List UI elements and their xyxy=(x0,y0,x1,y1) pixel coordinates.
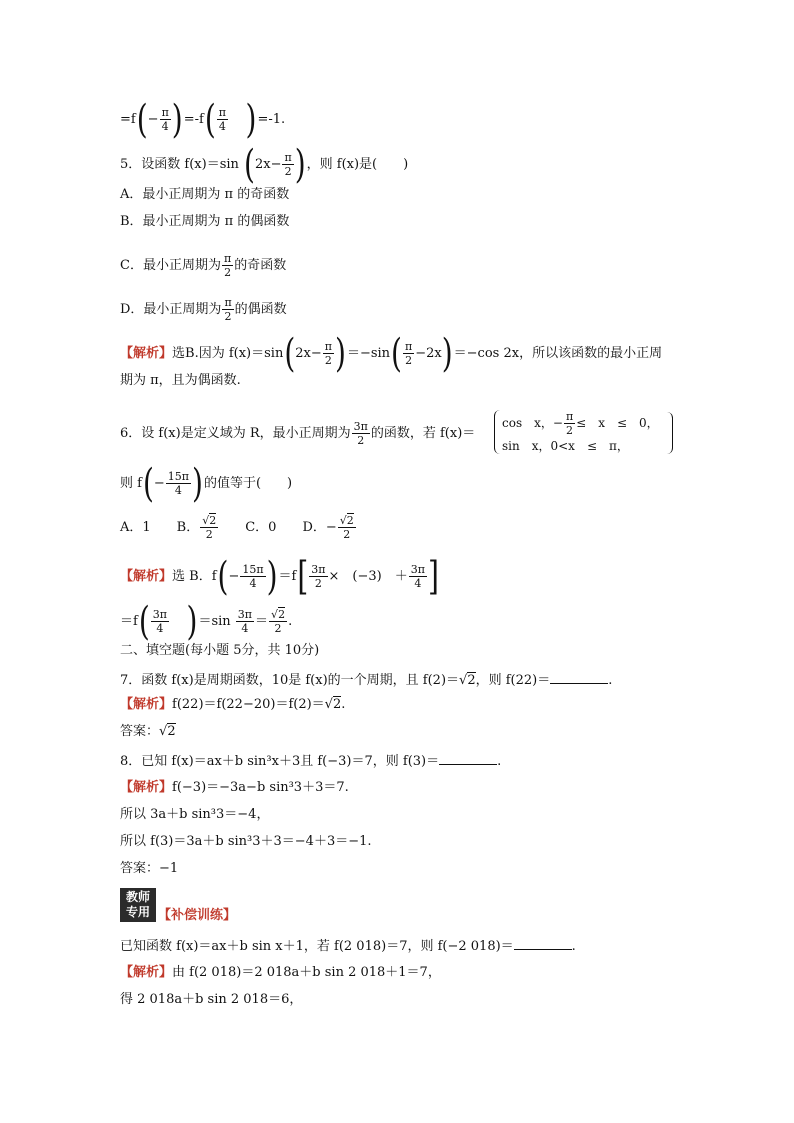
analysis-6-line-2: ＝f( $\frac{3\pi}{4}$ )＝sin $\frac{3\pi}{4}$ ＝ $\frac{√2}{2}$ . xyxy=(120,597,293,644)
supplementary-title: 【补偿训练】 xyxy=(158,908,237,923)
answer-blank[interactable] xyxy=(514,937,572,950)
fraction: $\frac{\pi}{4}$ xyxy=(161,106,169,133)
question-6-options: A．1 B． $\frac{√2}{2}$ C．0 D．− $\frac{√2}{2}$ xyxy=(120,514,354,541)
analysis-7: 【解析】f(22)＝f(22−20)＝f(2)＝√2. xyxy=(120,697,346,712)
option-b: B．最小正周期为 π 的偶函数 xyxy=(120,214,290,229)
option-d: D．最小正周期为 $\frac{\pi}{2}$ 的偶函数 xyxy=(120,296,287,323)
supplementary-analysis-line-2: 得 2 018a＋b sin 2 018＝6， xyxy=(120,992,303,1007)
option-a: A．最小正周期为 π 的奇函数 xyxy=(120,187,290,202)
answer-blank[interactable] xyxy=(550,671,608,684)
question-6-stem: 6．设 f(x)是定义域为 R，最小正周期为 $\frac{3\pi}{2}$ 的函数，若 f(x)＝ xyxy=(120,420,476,447)
answer-8: 答案：−1 xyxy=(120,861,179,876)
piecewise-case-1: cos x，− $\frac{\pi}{2}$ ≤ x ≤ 0， xyxy=(502,410,659,437)
analysis-8: 【解析】f(−3)＝−3a−b sin³3＋3＝7. xyxy=(120,780,349,795)
analysis-5: 【解析】选B.因为 f(x)＝sin(2x− $\frac{\pi}{2}$ )＝−sin( $\frac{\pi}{2}$ −2x)＝−cos 2x，所以该函数的最小正周 xyxy=(120,329,663,376)
fraction: $\frac{\pi}{2}$ xyxy=(284,151,292,178)
piecewise-case-2: sin x，0<x ≤ π， xyxy=(502,439,629,453)
analysis-8-line-3: 所以 f(3)＝3a＋b sin³3＋3＝−4＋3＝−1. xyxy=(120,834,372,849)
question-7: 7．函数 f(x)是周期函数，10是 f(x)的一个周期，且 f(2)＝√2，则 f(22)＝ . xyxy=(120,673,613,688)
piecewise-close xyxy=(666,412,673,454)
analysis-6: 【解析】选 B．f(− $\frac{15\pi}{4}$ )＝f[ $\frac{3\pi}{2}$ × (−3) ＋ $\frac{3\pi}{4}$ ] xyxy=(120,552,439,599)
continued-equation: =f(− $\frac{\pi}{4}$ )=-f( $\frac{\pi}{4}$ )=-1. xyxy=(120,95,286,142)
question-5-stem: 5．设函数 f(x)＝sin (2x− $\frac{\pi}{2}$ )，则 f(x)是( ) xyxy=(120,140,409,187)
analysis-tag: 【解析】 xyxy=(120,346,173,361)
answer-7: 答案：√2 xyxy=(120,724,176,739)
fraction: $\frac{\pi}{4}$ xyxy=(218,106,227,133)
supplementary-question: 已知函数 f(x)＝ax＋b sin x＋1，若 f(2 018)＝7，则 f(−2 018)＝ . xyxy=(120,939,576,954)
section-heading: 二、填空题(每小题 5分，共 10分) xyxy=(120,643,320,658)
question-6-line-2: 则 f(− $\frac{15\pi}{4}$ )的值等于( ) xyxy=(120,459,293,506)
option-c: C．最小正周期为 $\frac{\pi}{2}$ 的奇函数 xyxy=(120,252,287,279)
question-8: 8．已知 f(x)＝ax＋b sin³x＋3且 f(−3)＝7，则 f(3)＝ . xyxy=(120,754,502,769)
piecewise-brace xyxy=(494,410,501,454)
supplementary-analysis: 【解析】由 f(2 018)＝2 018a＋b sin 2 018＋1＝7， xyxy=(120,965,441,980)
answer-blank[interactable] xyxy=(439,752,497,765)
teacher-only-badge: 教师 专用 xyxy=(120,888,156,922)
analysis-8-line-2: 所以 3a＋b sin³3＝−4， xyxy=(120,807,270,822)
analysis-5-line-2: 期为 π，且为偶函数. xyxy=(120,373,241,388)
